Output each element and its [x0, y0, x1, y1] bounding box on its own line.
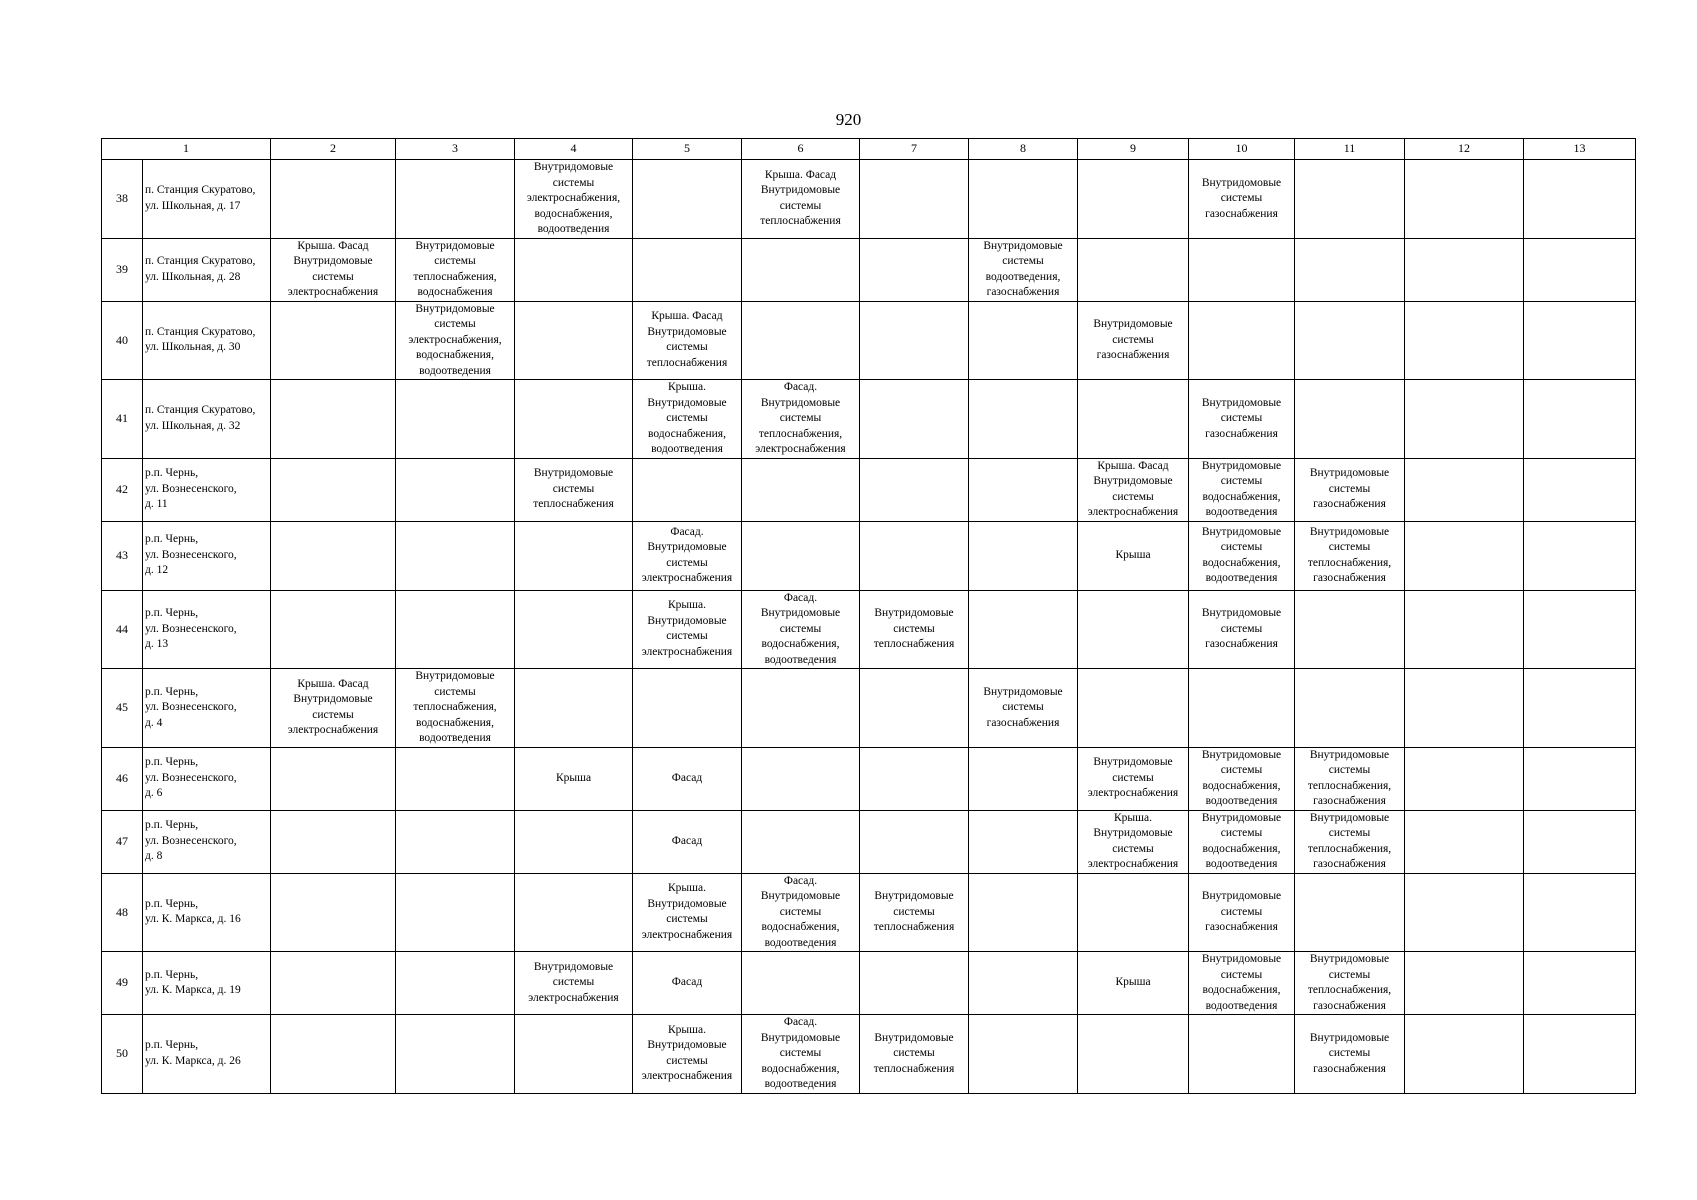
column-header-13: 13 [1524, 139, 1636, 160]
table-row [102, 380, 1636, 459]
column-header-9: 9 [1078, 139, 1189, 160]
work-cell-col-12 [1405, 301, 1524, 380]
work-cell-col-3 [396, 458, 515, 521]
work-cell-col-11 [1295, 669, 1405, 748]
work-cell-col-12 [1405, 380, 1524, 459]
work-cell-col-9 [1078, 669, 1189, 748]
table-row [102, 521, 1636, 590]
work-cell-col-5: Крыша. Внутридомовые системы водоснабжения, водоотведения [633, 380, 742, 459]
work-cell-col-2: Крыша. Фасад Внутридомовые системы электроснабжения [271, 238, 396, 301]
work-cell-col-12 [1405, 747, 1524, 810]
work-cell-col-7 [860, 160, 969, 239]
work-cell-col-7 [860, 301, 969, 380]
row-number: 43 [102, 521, 143, 590]
work-cell-col-5 [633, 458, 742, 521]
work-cell-col-10: Внутридомовые системы газоснабжения [1189, 590, 1295, 669]
address-cell: р.п. Чернь, ул. К. Маркса, д. 16 [143, 873, 271, 952]
work-cell-col-12 [1405, 590, 1524, 669]
work-cell-col-3 [396, 873, 515, 952]
address-cell: р.п. Чернь, ул. Вознесенского, д. 13 [143, 590, 271, 669]
row-number: 38 [102, 160, 143, 239]
address-cell: р.п. Чернь, ул. Вознесенского, д. 11 [143, 458, 271, 521]
column-header-3: 3 [396, 139, 515, 160]
work-cell-col-8 [969, 952, 1078, 1015]
work-cell-col-4: Внутридомовые системы электроснабжения [515, 952, 633, 1015]
work-cell-col-4 [515, 669, 633, 748]
work-cell-col-7 [860, 458, 969, 521]
address-cell: р.п. Чернь, ул. Вознесенского, д. 12 [143, 521, 271, 590]
work-cell-col-13 [1524, 160, 1636, 239]
work-cell-col-3 [396, 590, 515, 669]
work-cell-col-3: Внутридомовые системы электроснабжения, водоснабжения, водоотведения [396, 301, 515, 380]
work-cell-col-3 [396, 810, 515, 873]
work-cell-col-2 [271, 810, 396, 873]
table-row [102, 160, 1636, 239]
column-header-2: 2 [271, 139, 396, 160]
work-cell-col-8: Внутридомовые системы газоснабжения [969, 669, 1078, 748]
work-cell-col-5 [633, 160, 742, 239]
work-cell-col-8 [969, 521, 1078, 590]
work-cell-col-5: Крыша. Внутридомовые системы электроснабжения [633, 873, 742, 952]
work-cell-col-9 [1078, 873, 1189, 952]
work-cell-col-11: Внутридомовые системы газоснабжения [1295, 458, 1405, 521]
work-cell-col-9: Крыша [1078, 521, 1189, 590]
work-cell-col-11 [1295, 873, 1405, 952]
work-cell-col-9 [1078, 590, 1189, 669]
work-cell-col-12 [1405, 810, 1524, 873]
work-cell-col-7 [860, 747, 969, 810]
repair-schedule-table [101, 138, 1636, 1094]
address-cell: р.п. Чернь, ул. К. Маркса, д. 26 [143, 1015, 271, 1094]
work-cell-col-11 [1295, 238, 1405, 301]
work-cell-col-7 [860, 238, 969, 301]
table-row [102, 873, 1636, 952]
work-cell-col-12 [1405, 1015, 1524, 1094]
work-cell-col-7 [860, 380, 969, 459]
work-cell-col-8 [969, 810, 1078, 873]
header-row [102, 139, 1636, 160]
work-cell-col-4 [515, 521, 633, 590]
work-cell-col-6 [742, 458, 860, 521]
work-cell-col-13 [1524, 1015, 1636, 1094]
work-cell-col-13 [1524, 458, 1636, 521]
work-cell-col-13 [1524, 238, 1636, 301]
work-cell-col-2 [271, 521, 396, 590]
column-header-1: 1 [102, 139, 271, 160]
column-header-6: 6 [742, 139, 860, 160]
work-cell-col-13 [1524, 380, 1636, 459]
column-header-5: 5 [633, 139, 742, 160]
column-header-10: 10 [1189, 139, 1295, 160]
work-cell-col-11 [1295, 301, 1405, 380]
work-cell-col-8 [969, 1015, 1078, 1094]
work-cell-col-10: Внутридомовые системы водоснабжения, водоотведения [1189, 521, 1295, 590]
table-row [102, 590, 1636, 669]
work-cell-col-12 [1405, 521, 1524, 590]
work-cell-col-7 [860, 952, 969, 1015]
work-cell-col-4 [515, 873, 633, 952]
work-cell-col-6 [742, 952, 860, 1015]
column-header-11: 11 [1295, 139, 1405, 160]
work-cell-col-11 [1295, 590, 1405, 669]
work-cell-col-2: Крыша. Фасад Внутридомовые системы электроснабжения [271, 669, 396, 748]
work-cell-col-12 [1405, 873, 1524, 952]
work-cell-col-9 [1078, 160, 1189, 239]
work-cell-col-3 [396, 160, 515, 239]
work-cell-col-5: Фасад. Внутридомовые системы электроснабжения [633, 521, 742, 590]
work-cell-col-11: Внутридомовые системы теплоснабжения, газоснабжения [1295, 521, 1405, 590]
work-cell-col-3 [396, 380, 515, 459]
table-row [102, 810, 1636, 873]
column-header-12: 12 [1405, 139, 1524, 160]
work-cell-col-10: Внутридомовые системы газоснабжения [1189, 160, 1295, 239]
row-number: 44 [102, 590, 143, 669]
work-cell-col-10: Внутридомовые системы водоснабжения, водоотведения [1189, 810, 1295, 873]
work-cell-col-5: Крыша. Внутридомовые системы электроснабжения [633, 590, 742, 669]
work-cell-col-6: Фасад. Внутридомовые системы водоснабжения, водоотведения [742, 1015, 860, 1094]
work-cell-col-2 [271, 160, 396, 239]
address-cell: р.п. Чернь, ул. Вознесенского, д. 4 [143, 669, 271, 748]
work-cell-col-6: Фасад. Внутридомовые системы водоснабжения, водоотведения [742, 590, 860, 669]
work-cell-col-10: Внутридомовые системы водоснабжения, водоотведения [1189, 458, 1295, 521]
work-cell-col-11: Внутридомовые системы газоснабжения [1295, 1015, 1405, 1094]
work-cell-col-8 [969, 160, 1078, 239]
work-cell-col-2 [271, 301, 396, 380]
row-number: 50 [102, 1015, 143, 1094]
work-cell-col-11: Внутридомовые системы теплоснабжения, газоснабжения [1295, 952, 1405, 1015]
work-cell-col-8: Внутридомовые системы водоотведения, газоснабжения [969, 238, 1078, 301]
work-cell-col-3 [396, 521, 515, 590]
column-header-4: 4 [515, 139, 633, 160]
work-cell-col-10 [1189, 301, 1295, 380]
work-cell-col-12 [1405, 669, 1524, 748]
work-cell-col-7: Внутридомовые системы теплоснабжения [860, 873, 969, 952]
work-cell-col-6: Фасад. Внутридомовые системы теплоснабжения, электроснабжения [742, 380, 860, 459]
work-cell-col-10: Внутридомовые системы водоснабжения, водоотведения [1189, 747, 1295, 810]
address-cell: п. Станция Скуратово, ул. Школьная, д. 17 [143, 160, 271, 239]
work-cell-col-4 [515, 380, 633, 459]
work-cell-col-6: Фасад. Внутридомовые системы водоснабжения, водоотведения [742, 873, 860, 952]
work-cell-col-5: Фасад [633, 747, 742, 810]
row-number: 49 [102, 952, 143, 1015]
work-cell-col-3: Внутридомовые системы теплоснабжения, водоснабжения, водоотведения [396, 669, 515, 748]
work-cell-col-9 [1078, 380, 1189, 459]
column-header-8: 8 [969, 139, 1078, 160]
work-cell-col-8 [969, 301, 1078, 380]
work-cell-col-5 [633, 669, 742, 748]
work-cell-col-2 [271, 458, 396, 521]
work-cell-col-4 [515, 590, 633, 669]
work-cell-col-2 [271, 590, 396, 669]
work-cell-col-11 [1295, 380, 1405, 459]
work-cell-col-3 [396, 952, 515, 1015]
work-cell-col-6 [742, 521, 860, 590]
table-row [102, 458, 1636, 521]
work-cell-col-7 [860, 669, 969, 748]
work-cell-col-2 [271, 952, 396, 1015]
address-cell: р.п. Чернь, ул. Вознесенского, д. 8 [143, 810, 271, 873]
work-cell-col-12 [1405, 952, 1524, 1015]
work-cell-col-4: Внутридомовые системы теплоснабжения [515, 458, 633, 521]
address-cell: п. Станция Скуратово, ул. Школьная, д. 32 [143, 380, 271, 459]
work-cell-col-5: Фасад [633, 810, 742, 873]
work-cell-col-5: Крыша. Внутридомовые системы электроснабжения [633, 1015, 742, 1094]
table-row [102, 1015, 1636, 1094]
work-cell-col-12 [1405, 458, 1524, 521]
page-number: 920 [835, 110, 862, 129]
address-cell: п. Станция Скуратово, ул. Школьная, д. 28 [143, 238, 271, 301]
work-cell-col-2 [271, 873, 396, 952]
table-row [102, 669, 1636, 748]
row-number: 48 [102, 873, 143, 952]
work-cell-col-10: Внутридомовые системы газоснабжения [1189, 873, 1295, 952]
work-cell-col-2 [271, 747, 396, 810]
work-cell-col-5 [633, 238, 742, 301]
row-number: 47 [102, 810, 143, 873]
work-cell-col-2 [271, 1015, 396, 1094]
row-number: 45 [102, 669, 143, 748]
work-cell-col-10 [1189, 238, 1295, 301]
work-cell-col-4 [515, 238, 633, 301]
work-cell-col-9: Крыша. Внутридомовые системы электроснабжения [1078, 810, 1189, 873]
work-cell-col-4: Внутридомовые системы электроснабжения, водоснабжения, водоотведения [515, 160, 633, 239]
work-cell-col-5: Фасад [633, 952, 742, 1015]
work-cell-col-10: Внутридомовые системы газоснабжения [1189, 380, 1295, 459]
work-cell-col-13 [1524, 521, 1636, 590]
address-cell: п. Станция Скуратово, ул. Школьная, д. 30 [143, 301, 271, 380]
work-cell-col-6 [742, 810, 860, 873]
row-number: 46 [102, 747, 143, 810]
work-cell-col-13 [1524, 669, 1636, 748]
work-cell-col-6 [742, 238, 860, 301]
work-cell-col-9: Крыша. Фасад Внутридомовые системы электроснабжения [1078, 458, 1189, 521]
table-row [102, 952, 1636, 1015]
work-cell-col-4 [515, 1015, 633, 1094]
work-cell-col-7: Внутридомовые системы теплоснабжения [860, 1015, 969, 1094]
work-cell-col-6 [742, 747, 860, 810]
work-cell-col-5: Крыша. Фасад Внутридомовые системы теплоснабжения [633, 301, 742, 380]
row-number: 39 [102, 238, 143, 301]
work-cell-col-11: Внутридомовые системы теплоснабжения, газоснабжения [1295, 810, 1405, 873]
work-cell-col-12 [1405, 238, 1524, 301]
work-cell-col-8 [969, 458, 1078, 521]
work-cell-col-6 [742, 301, 860, 380]
work-cell-col-4 [515, 301, 633, 380]
work-cell-col-7 [860, 521, 969, 590]
work-cell-col-9: Внутридомовые системы газоснабжения [1078, 301, 1189, 380]
work-cell-col-2 [271, 380, 396, 459]
work-cell-col-10: Внутридомовые системы водоснабжения, водоотведения [1189, 952, 1295, 1015]
work-cell-col-13 [1524, 301, 1636, 380]
work-cell-col-13 [1524, 747, 1636, 810]
work-cell-col-8 [969, 590, 1078, 669]
work-cell-col-11: Внутридомовые системы теплоснабжения, газоснабжения [1295, 747, 1405, 810]
work-cell-col-13 [1524, 810, 1636, 873]
work-cell-col-9 [1078, 1015, 1189, 1094]
work-cell-col-13 [1524, 873, 1636, 952]
work-cell-col-3: Внутридомовые системы теплоснабжения, водоснабжения [396, 238, 515, 301]
work-cell-col-4: Крыша [515, 747, 633, 810]
work-cell-col-8 [969, 873, 1078, 952]
work-cell-col-9: Крыша [1078, 952, 1189, 1015]
work-cell-col-13 [1524, 952, 1636, 1015]
work-cell-col-7 [860, 810, 969, 873]
work-cell-col-4 [515, 810, 633, 873]
work-cell-col-6 [742, 669, 860, 748]
work-cell-col-9: Внутридомовые системы электроснабжения [1078, 747, 1189, 810]
work-cell-col-12 [1405, 160, 1524, 239]
work-cell-col-3 [396, 1015, 515, 1094]
work-cell-col-10 [1189, 1015, 1295, 1094]
table-row [102, 747, 1636, 810]
row-number: 42 [102, 458, 143, 521]
work-cell-col-10 [1189, 669, 1295, 748]
address-cell: р.п. Чернь, ул. К. Маркса, д. 19 [143, 952, 271, 1015]
work-cell-col-3 [396, 747, 515, 810]
row-number: 41 [102, 380, 143, 459]
table-row [102, 238, 1636, 301]
work-cell-col-7: Внутридомовые системы теплоснабжения [860, 590, 969, 669]
work-cell-col-8 [969, 380, 1078, 459]
work-cell-col-11 [1295, 160, 1405, 239]
row-number: 40 [102, 301, 143, 380]
work-cell-col-8 [969, 747, 1078, 810]
work-cell-col-13 [1524, 590, 1636, 669]
work-cell-col-9 [1078, 238, 1189, 301]
work-cell-col-6: Крыша. Фасад Внутридомовые системы теплоснабжения [742, 160, 860, 239]
address-cell: р.п. Чернь, ул. Вознесенского, д. 6 [143, 747, 271, 810]
table-row [102, 301, 1636, 380]
column-header-7: 7 [860, 139, 969, 160]
